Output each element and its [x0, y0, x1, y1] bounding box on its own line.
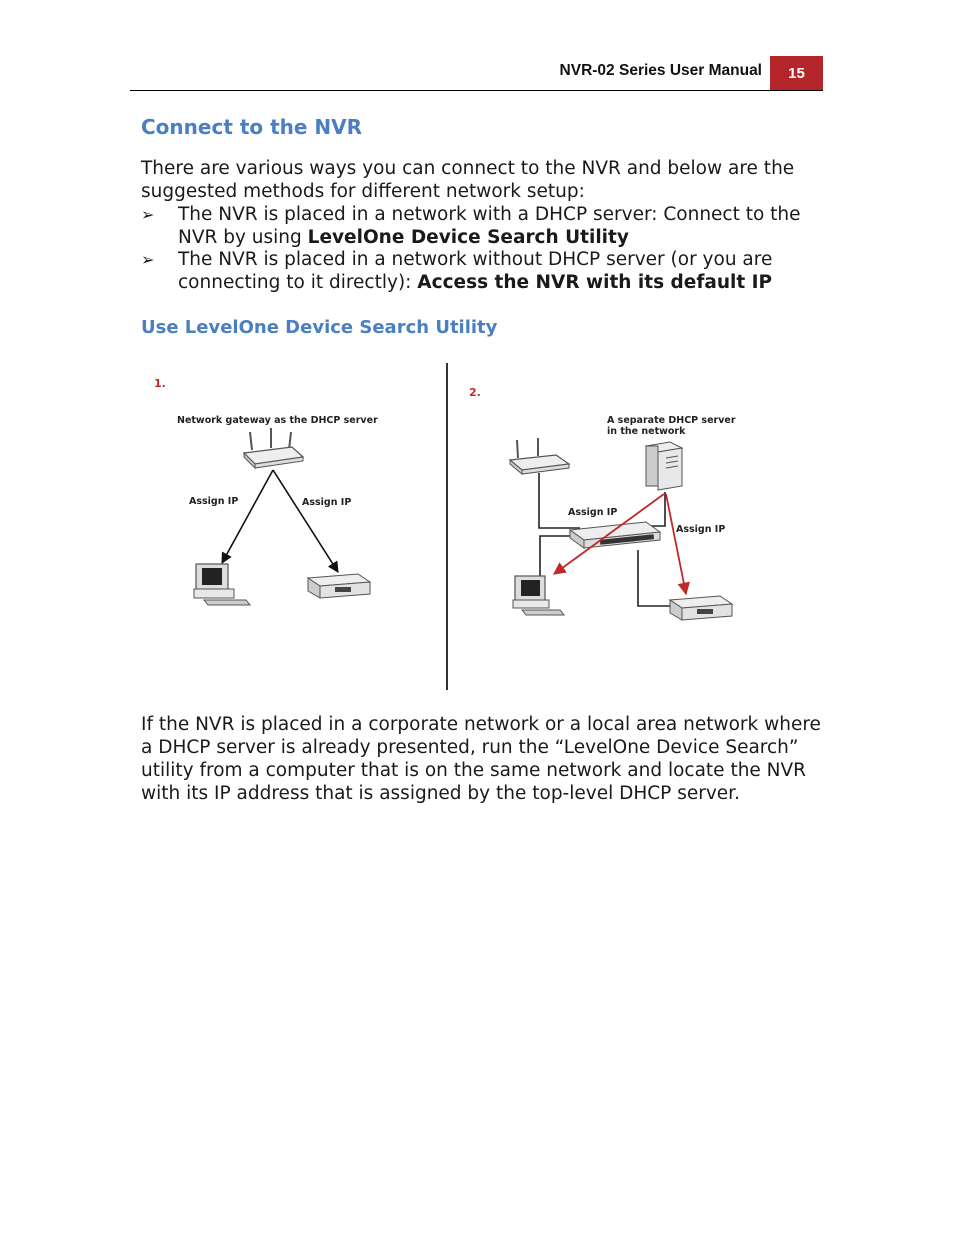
- network-switch-icon: [570, 522, 660, 548]
- subsection-heading: Use LevelOne Device Search Utility: [141, 317, 498, 338]
- intro-paragraph: There are various ways you can connect to the NVR and below are the suggested methods for different network setup:: [141, 158, 795, 202]
- computer-icon: [513, 576, 564, 615]
- computer-icon: [194, 564, 250, 605]
- assign-ip-label: Assign IP: [676, 524, 726, 535]
- bullet-bold-text: Access the NVR with its default IP: [417, 272, 773, 293]
- header-divider: [130, 90, 823, 91]
- panel1-caption: Network gateway as the DHCP server: [177, 415, 378, 426]
- router-icon: [510, 438, 569, 474]
- assign-ip-label: Assign IP: [302, 497, 352, 508]
- section-heading: Connect to the NVR: [141, 115, 363, 139]
- panel2-caption: A separate DHCP server: [607, 415, 736, 426]
- network-diagram: [140, 360, 760, 695]
- assign-ip-label: Assign IP: [568, 507, 618, 518]
- router-icon: [244, 428, 303, 468]
- nvr-device-icon: [308, 574, 370, 598]
- bullet-item-no-dhcp: [178, 248, 818, 294]
- bullet-item-dhcp: [178, 203, 818, 249]
- nvr-device-icon: [670, 596, 732, 620]
- link-line: [222, 470, 273, 563]
- panel1-number: 1.: [154, 377, 166, 390]
- body-paragraph: If the NVR is placed in a corporate network or a local area network where a DHCP server is already presented, run the “LevelOne Device Search” utility from a computer that is on the same network and locate the NVR with its IP address that is assigned by the top-level DHCP server.: [141, 714, 821, 804]
- bullet-arrow-icon: ➢: [141, 250, 155, 269]
- bullet-arrow-icon: ➢: [141, 205, 155, 224]
- running-header-title: NVR-02 Series User Manual: [559, 62, 762, 79]
- dhcp-server-icon: [646, 442, 682, 490]
- page-number-badge: 15: [770, 56, 823, 91]
- panel2-caption: in the network: [607, 426, 686, 437]
- bullet-text: The NVR is placed in a network with a DHCP server: Connect to the NVR by using: [178, 204, 801, 248]
- panel2-number: 2.: [469, 386, 481, 399]
- link-line: [273, 470, 338, 572]
- assign-ip-label: Assign IP: [189, 496, 239, 507]
- red-assign-arrow: [666, 494, 686, 594]
- bullet-text: The NVR is placed in a network without DHCP server (or you are connecting to it directly):: [178, 249, 773, 293]
- bullet-bold-text: LevelOne Device Search Utility: [307, 227, 629, 248]
